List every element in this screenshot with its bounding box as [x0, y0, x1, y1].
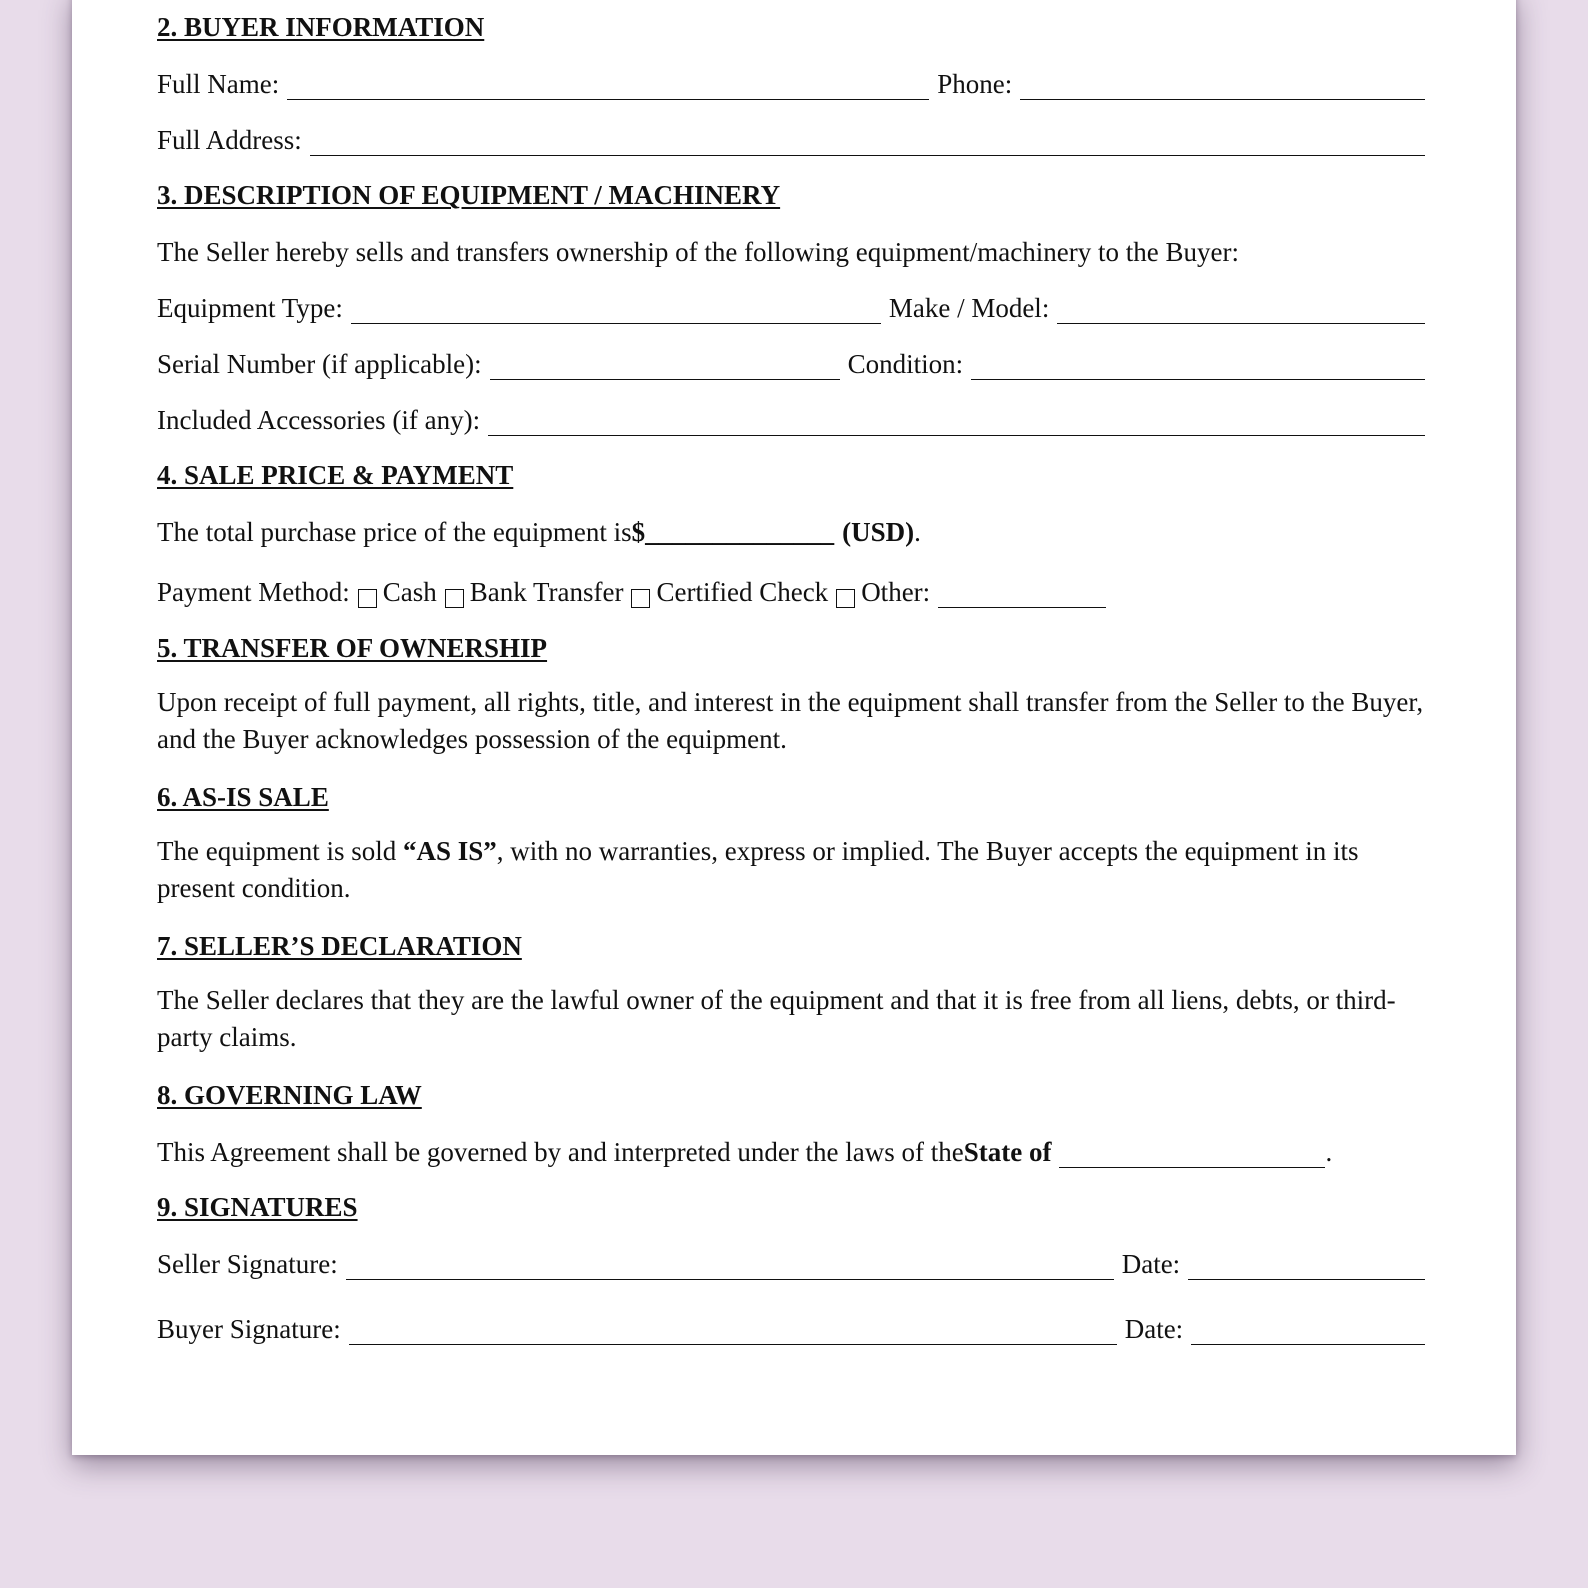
equipment-description-heading: 3. DESCRIPTION OF EQUIPMENT / MACHINERY: [157, 180, 781, 210]
other-checkbox[interactable]: [836, 589, 855, 608]
governing-law-text: This Agreement shall be governed by and interpreted under the laws of the: [157, 1137, 964, 1167]
purchase-price-period: .: [914, 517, 921, 547]
state-of-label: State of: [963, 1137, 1052, 1167]
condition-field[interactable]: [971, 355, 1425, 380]
transfer-ownership-text: Upon receipt of full payment, all rights, title, and interest in the equipment shall transfer from the Seller to the Buyer, and the Buyer acknowledges possession of the equipment.: [157, 687, 1424, 754]
governing-law-row: [157, 1136, 1425, 1168]
bank-transfer-option-label: Bank Transfer: [469, 577, 624, 607]
signatures-heading: 9. SIGNATURES: [157, 1192, 358, 1222]
serial-number-row: [157, 348, 1425, 380]
transfer-ownership-heading: 5. TRANSFER OF OWNERSHIP: [157, 633, 548, 663]
currency-label: (USD): [842, 517, 915, 547]
buyer-signature-label: Buyer Signature:: [157, 1314, 341, 1344]
make-model-label: Make / Model:: [888, 293, 1050, 323]
cash-checkbox[interactable]: [358, 589, 377, 608]
equipment-intro-text: The Seller hereby sells and transfers ownership of the following equipment/machinery to the Buyer:: [157, 237, 1239, 267]
buyer-date-field[interactable]: [1191, 1320, 1425, 1345]
buyer-information-heading: 2. BUYER INFORMATION: [157, 12, 485, 42]
other-option-label: Other:: [861, 577, 931, 607]
dollar-sign: $: [631, 517, 646, 547]
certified-check-checkbox[interactable]: [631, 589, 650, 608]
equipment-type-label: Equipment Type:: [157, 293, 343, 323]
as-is-text-before: The equipment is sold: [157, 836, 403, 866]
full-name-field[interactable]: [287, 75, 929, 100]
bank-transfer-checkbox[interactable]: [445, 589, 464, 608]
full-name-row: [157, 68, 1425, 100]
as-is-text-after: , with no warranties, express or implied. The Buyer accepts the equipment in its present condition.: [157, 836, 1359, 903]
governing-law-period: .: [1325, 1137, 1333, 1167]
payment-method-label: Payment Method:: [157, 577, 350, 607]
governing-law-heading: 8. GOVERNING LAW: [157, 1080, 422, 1110]
seller-signature-field[interactable]: [346, 1255, 1114, 1280]
seller-signature-label: Seller Signature:: [157, 1249, 338, 1279]
sale-price-heading: 4. SALE PRICE & PAYMENT: [157, 460, 514, 490]
full-name-label: Full Name:: [157, 69, 280, 99]
payment-method-row: [157, 576, 1425, 608]
full-address-row: [157, 124, 1425, 156]
cash-option-label: Cash: [382, 577, 437, 607]
seller-date-label: Date:: [1121, 1249, 1181, 1279]
certified-check-option-label: Certified Check: [656, 577, 829, 607]
other-payment-field[interactable]: [938, 583, 1106, 608]
as-is-sale-heading: 6. AS-IS SALE: [157, 782, 329, 812]
purchase-price-text: The total purchase price of the equipment is: [157, 517, 632, 547]
seller-declaration-heading: 7. SELLER’S DECLARATION: [157, 931, 522, 961]
buyer-date-label: Date:: [1124, 1314, 1184, 1344]
full-address-label: Full Address:: [157, 125, 302, 155]
seller-signature-row: [157, 1248, 1425, 1280]
equipment-intro: [157, 236, 1425, 268]
phone-field[interactable]: [1020, 75, 1425, 100]
buyer-signature-field[interactable]: [349, 1320, 1117, 1345]
seller-date-field[interactable]: [1188, 1255, 1425, 1280]
as-is-bold: “AS IS”: [402, 836, 497, 866]
accessories-label: Included Accessories (if any):: [157, 405, 481, 435]
full-address-field[interactable]: [310, 131, 1425, 156]
state-field[interactable]: [1059, 1143, 1325, 1168]
condition-label: Condition:: [847, 349, 964, 379]
as-is-sale-paragraph: [157, 833, 1425, 907]
accessories-field[interactable]: [488, 411, 1425, 436]
equipment-type-field[interactable]: [351, 299, 881, 324]
equipment-type-row: [157, 292, 1425, 324]
buyer-signature-row: [157, 1313, 1425, 1345]
make-model-field[interactable]: [1057, 299, 1425, 324]
accessories-row: [157, 404, 1425, 436]
purchase-price-field[interactable]: ______________: [645, 517, 835, 547]
document-page: [72, 0, 1516, 1455]
phone-label: Phone:: [937, 69, 1013, 99]
purchase-price-row: [157, 516, 1425, 548]
serial-number-field[interactable]: [490, 355, 840, 380]
seller-declaration-text: The Seller declares that they are the lawful owner of the equipment and that it is free from all liens, debts, or third-party claims.: [157, 985, 1396, 1052]
serial-number-label: Serial Number (if applicable):: [157, 349, 482, 379]
